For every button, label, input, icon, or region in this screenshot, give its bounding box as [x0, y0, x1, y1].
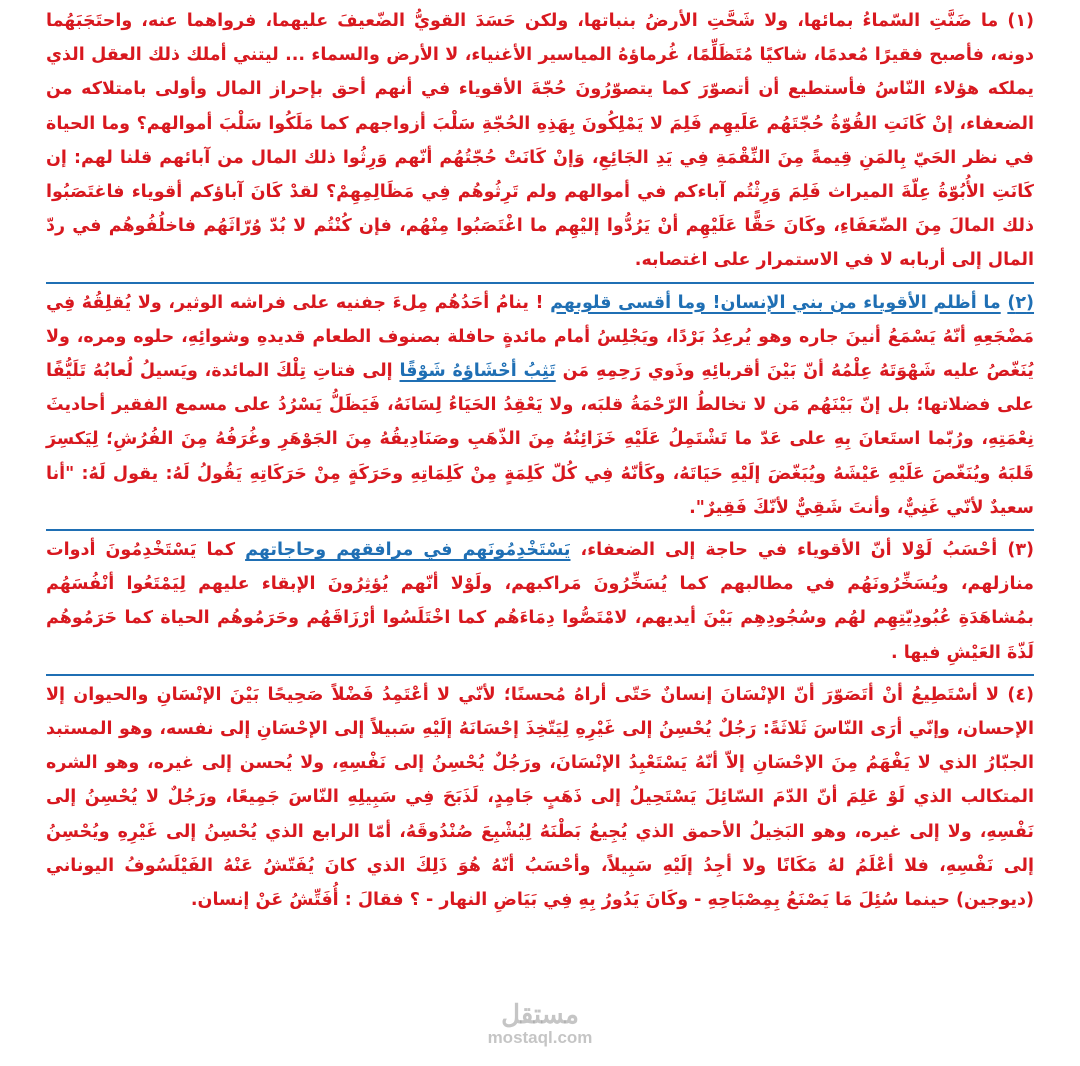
paragraph-text: ما ضَنَّتِ السّماءُ بمائها، ولا شَحَّتِ الأرضُ بنباتها، ولكن حَسَدَ القويُّ الضّعيفَ عليهما، فرواهما عنه، واحتَجَبَهُما دونه، فأصبح فقيرًا مُعدمًا، شاكيًا مُتَظَلِّمًا، غُرماؤهُ المياسير الأغنياء، لا الأرض والسماء ... ليتني أملك ذلك العقل الذي يملكه هؤلاء النّاسُ فأستطيع أن أتصوّرَ كما يتصوّرُونَ حُجّةَ الأقوياء في أنهم أحق بإحراز المال وأولى بامتلاكه من الضعفاء، إنْ كَانَتِ القُوّةُ حُجّتَهُم عَلَيهِم فَلِمَ لا يَمْلِكُونَ بِهَذِهِ الحُجّةِ سَلْبَ أزواجهم كما مَلَكُوا سَلْبَ أموالهم؟ وما الحياة في نظر الحَيّ بِالمَنِ قِيمةً مِنَ النِّقْمَةِ فِي يَدِ الجَائِعِ، وَإنْ كَانَتْ حُجّتُهُم أنّهم وَرِثُوا ذلك المال من آبائهم قلنا لهم: إن كَانَتِ الأُبُوّةُ عِلّةَ الميراث فَلِمَ وَرِثْتُم آباءكم في أموالهم ولم تَرِثُوهُم فِي مَظَالِمِهِمْ؟ لقدْ كَانَ آباؤكم أقوياء فاغتَصَبُوا ذلك المالَ مِنَ الضّعَفَاءِ، وكَانَ حَقًّا عَلَيْهِم أنْ يَرُدُّوا إليْهِم ما اغْتَصَبُوا مِنْهُم، فإن كُنْتُم لا بُدّ وُرّاثَهُم فاخلُفُوهُم في ردّ المال إلى أربابه لا في الاستمرار على اغتصابه. [46, 11, 1034, 271]
highlighted-phrase: تَثِبُ أحْشَاؤهُ شَوْقًا [399, 361, 556, 382]
paragraph-1 [46, 4, 1034, 278]
paragraph-3 [46, 529, 1034, 670]
paragraph-text: ! ينامُ أحَدُهُم مِلءَ جفنيه على فراشه الوثير، ولا يُقلِقُهُ فِي مَضْجَعِهِ أنّهُ يَسْمَعُ أنينَ جاره وهو يُرعِدُ بَرْدًا، ويَجْلِسُ أمام مائدةٍ حافلة بصنوف الطعام قديدهِ وشوائِهِ، حلوه ومره، ولا يُنَغّصُ عليه شَهْوَتَهُ عِلْمُهُ أنّ بَيْنَ أقربائِهِ وذَوي رَحِمِهِ مَن [46, 292, 1034, 382]
paragraph-number: (٤) [1007, 684, 1035, 705]
paragraph-number: (١) [1007, 11, 1035, 31]
highlighted-phrase: ما أظلم الأقوياء من بني الإنسان! وما أقسى قلوبهم [550, 292, 1001, 313]
watermark-arabic: مستقل [501, 999, 579, 1029]
paragraph-text: كما يَسْتَخْدِمُونَ أدوات منازلهم، ويُسَخِّرُونَهُم في مطالبهم كما يُسَخِّرُونَ مَراكبهم، ولَوْلا أنّهم يُؤثِرُونَ الإبقاء عليهم لِيَمْتَعُوا أنْفُسَهُم بمُشاهَدَةِ عُبُودِيّتِهِم لهُم وسُجُودِهِم بَيْنَ أيديهم، لامْتَصُّوا دِمَاءَهُم كما اخْتَلَسُوا أرْزَاقَهُم وحَرَمُوهُم الحياة كما حَرَمُوهُم لَذّةَ العَيْشِ فيها . [46, 540, 1034, 663]
paragraph-2 [46, 282, 1034, 525]
paragraph-number: (٣) [1007, 540, 1035, 561]
paragraph-text: أحْسَبُ لَوْلا أنّ الأقوياء في حاجة إلى الضعفاء، [580, 540, 998, 561]
paragraph-number: (٢) [1007, 292, 1035, 313]
watermark-latin: mostaql.com [487, 1027, 593, 1047]
paragraph-text: إلى فتاتِ تِلْكَ المائدة، ويَسيلُ لُعابُهُ تَلَيُّفًا على فضلاتها؛ بل إنّ بَيْنَهُم مَن لا تخالطُ الرّحْمَةُ قلبَه، ولا يَعْقِدُ الحَيَاءُ لِسَانَهُ، فَيَظَلُّ يَسْرُدُ على مسمع الفقير أحاديثَ نِعْمَتِهِ، ورُبّما استَعانَ بِهِ على عَدّ ما تَشْتَمِلُ عَلَيْهِ خَزَائِنُهُ مِنَ الذّهَبِ وصَنَادِيقُهُ مِنَ الجَوْهَرِ وغُرَفُهُ مِنَ الفُرُشِ؛ لِيَكسِرَ قَلبَهُ ويُنَغّصَ عَلَيْهِ عَيْشَهُ ويُبَغّضَ إلَيْهِ حَيَاتَهُ، وكَأنّهُ فِي كُلّ كَلِمَةٍ مِنْ كَلِمَاتِهِ وحَرَكَةٍ مِنْ حَرَكَاتِهِ يَقُولُ لَهُ: يقول لَهُ: "أنا سعيدٌ لأنّي غَنِيٌّ، وأنتَ شَقِيٌّ لأنّكَ فَقِيرٌ". [46, 361, 1034, 518]
paragraph-4 [46, 674, 1034, 917]
paragraph-text: لا أسْتَطِيعُ أنْ أتَصَوّرَ أنّ الإنْسَانَ إنسانٌ حَتّى أراهُ مُحسنًا؛ لأنّي لا أعْتَمِدُ فَضْلاً صَحِيحًا بَيْنَ الإنْسَانِ والحيوان إلا الإحسان، وإنّي أرَى النّاسَ ثَلاثَةً: رَجُلٌ يُحْسِنُ إلى غَيْرِهِ لِيَتّخِذَ إحْسَانَهُ إلَيْهِ سَبيلاً إلى الإحْسَانِ إلى نفسه، وهو المستبد الجبّارُ الذي لا يَفْهَمُ مِنَ الإحْسَانِ إلاّ أنّهُ يَسْتَعْبِدُ الإنْسَانَ، ورَجُلٌ يُحْسِنُ إلى نَفْسِهِ، ولا يُحسن إلى غيره، وهو الشره المتكالب الذي لَوْ عَلِمَ أنّ الدّمَ السّائِلَ يَسْتَحِيلُ إلى ذَهَبٍ جَامِدٍ، لَذَبَحَ فِي سَبِيلِهِ النّاسَ جَمِيعًا، ورَجُلٌ لا يُحْسِنُ إلى نَفْسِهِ، ولا إلى غيره، وهو البَخِيلُ الأحمق الذي يُجِيعُ بَطْنَهُ لِيُشْبِعَ صُنْدُوقَهُ، أمّا الرابع الذي يُحْسِنُ إلى غَيْرِهِ ويُحْسِنُ إلى نَفْسِهِ، فلا أعْلَمُ لهُ مَكَانًا ولا أجِدُ إلَيْهِ سَبِيلاً، وأحْسَبُ أنّهُ هُوَ ذَلِكَ الذي كانَ يُفَتّشُ عَنْهُ الفَيْلَسُوفُ اليوناني (ديوجين) حينما سُئِلَ مَا يَصْنَعُ بِمِصْبَاحِهِ - وكَانَ يَدُورُ بِهِ فِي بَيَاضِ النهار - ؟ فقالَ : أُفَتِّشُ عَنْ إنسان. [46, 684, 1034, 911]
highlighted-phrase: يَسْتَخْدِمُونَهم في مرافقهم وحاجاتهم [245, 540, 571, 561]
